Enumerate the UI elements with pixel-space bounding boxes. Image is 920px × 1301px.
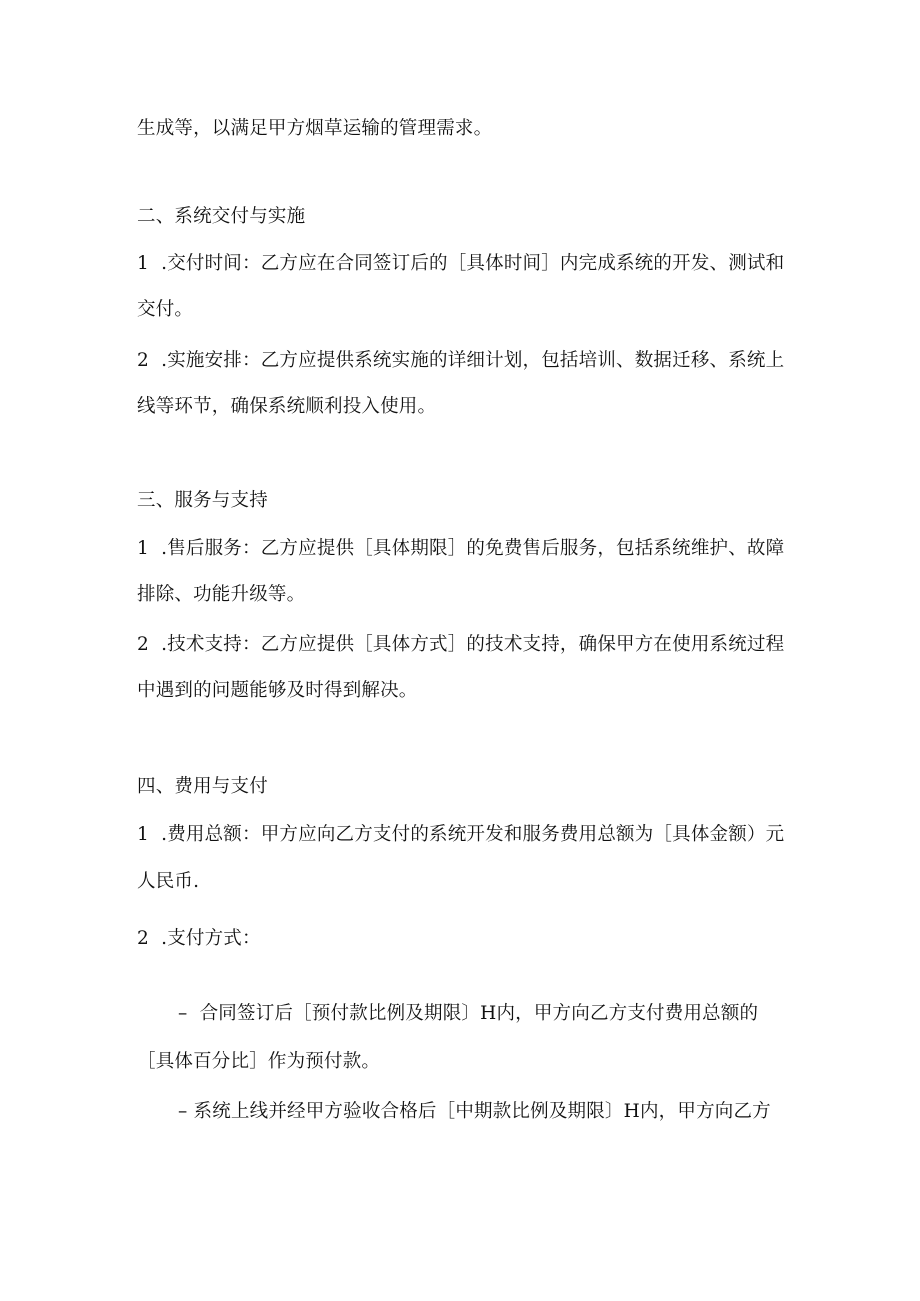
section-heading-delivery: 二、系统交付与实施 bbox=[137, 206, 306, 227]
clause-after-sales: 1 .售后服务：乙方应提供［具体期限］的免费售后服务，包括系统维护、故障 bbox=[137, 538, 785, 559]
clause-tech-support: 2 .技术支持：乙方应提供［具体方式］的技术支持，确保甲方在使用系统过程 bbox=[137, 634, 785, 655]
bullet-advance-payment-cont: ［具体百分比］作为预付款。 bbox=[137, 1051, 381, 1072]
clause-tech-support-cont: 中遇到的问题能够及时得到解决。 bbox=[137, 680, 418, 701]
clause-delivery-time: 1 .交付时间：乙方应在合同签订后的［具体时间］内完成系统的开发、测试和 bbox=[137, 253, 785, 274]
bullet-interim-payment: – 系统上线并经甲方验收合格后［中期款比例及期限〕H内，甲方向乙方 bbox=[178, 1101, 771, 1122]
clause-implementation-cont: 线等环节，确保系统顺利投入使用。 bbox=[137, 396, 437, 417]
section-heading-fees: 四、费用与支付 bbox=[137, 776, 268, 797]
bullet-advance-payment: – 合同签订后［预付款比例及期限〕H内，甲方向乙方支付费用总额的 bbox=[178, 1003, 759, 1024]
clause-implementation: 2 .实施安排：乙方应提供系统实施的详细计划，包括培训、数据迁移、系统上 bbox=[137, 350, 785, 371]
clause-after-sales-cont: 排除、功能升级等。 bbox=[137, 584, 306, 605]
clause-total-fee: 1 .费用总额：甲方应向乙方支付的系统开发和服务费用总额为［具体金额）元 bbox=[137, 824, 785, 845]
section-heading-service: 三、服务与支持 bbox=[137, 490, 268, 511]
clause-total-fee-cont: 人民币. bbox=[137, 871, 200, 892]
clause-payment-method: 2 .支付方式： bbox=[137, 928, 261, 949]
paragraph-line-intro-end: 生成等，以满足甲方烟草运输的管理需求。 bbox=[137, 118, 493, 139]
clause-delivery-time-cont: 交付。 bbox=[137, 299, 194, 320]
